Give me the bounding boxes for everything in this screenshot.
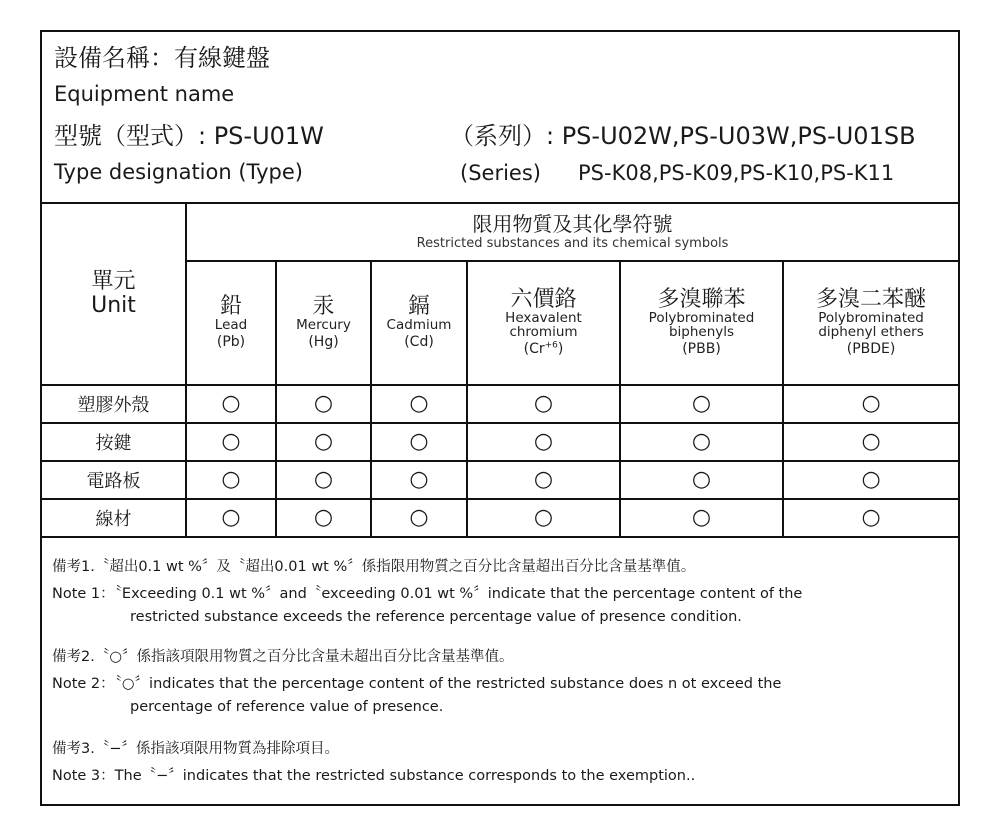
compliance-mark: ○ <box>371 499 467 537</box>
type-designation-zh: 型號（型式）: PS-U01W <box>54 122 324 150</box>
table-row <box>42 385 958 423</box>
note-3-en: Note 3：The〝−〞indicates that the restricted substance corresponds to the exemption.. <box>52 768 696 784</box>
equipment-name-zh: 設備名稱：有線鍵盤 <box>54 44 270 72</box>
compliance-mark: ○ <box>371 423 467 461</box>
compliance-mark: ○ <box>371 461 467 499</box>
table-row <box>42 461 958 499</box>
group-header-zh: 限用物質及其化學符號 <box>472 211 673 236</box>
substance-hexavalent-chromium: 六價鉻 Hexavalent chromium $(Cr^{+6})$ <box>467 261 620 385</box>
note-1-en-line2: restricted substance exceeds the reference percentage value of presence condition. <box>130 609 742 625</box>
rohs-declaration <box>40 30 960 806</box>
substance-lead: 鉛 Lead (Pb) <box>186 261 276 385</box>
compliance-mark: ○ <box>276 385 371 423</box>
compliance-mark: ○ <box>186 385 276 423</box>
unit-header <box>42 203 186 385</box>
compliance-mark: ○ <box>186 461 276 499</box>
series-en-label: (Series) <box>460 161 541 185</box>
substances-group-header <box>186 203 958 261</box>
note-2-en-line1: Note 2：〝○〞indicates that the percentage content of the restricted substance does n ot exceed the <box>52 676 782 692</box>
compliance-mark: ○ <box>783 385 958 423</box>
series-models: PS-K08,PS-K09,PS-K10,PS-K11 <box>578 161 895 185</box>
compliance-mark: ○ <box>620 461 783 499</box>
note-1-zh: 備考1.〝超出0.1 wt %〞及〝超出0.01 wt %〞係指限用物質之百分比含量超出百分比含量基準值。 <box>52 559 696 575</box>
note-3-zh: 備考3.〝−〞係指該項限用物質為排除項目。 <box>52 741 339 757</box>
compliance-mark: ○ <box>186 423 276 461</box>
compliance-mark: ○ <box>467 499 620 537</box>
substance-cadmium: 鎘 Cadmium (Cd) <box>371 261 467 385</box>
compliance-mark: ○ <box>276 423 371 461</box>
compliance-mark: ○ <box>620 423 783 461</box>
compliance-mark: ○ <box>276 461 371 499</box>
row-unit-label: 電路板 <box>42 461 186 499</box>
compliance-mark: ○ <box>467 385 620 423</box>
compliance-mark: ○ <box>783 423 958 461</box>
compliance-mark: ○ <box>783 499 958 537</box>
table-row <box>42 423 958 461</box>
note-1-en-line1: Note 1：〝Exceeding 0.1 wt %〞and〝exceeding 0.01 wt %〞indicate that the percentage content of the <box>52 586 803 602</box>
row-unit-label: 按鍵 <box>42 423 186 461</box>
compliance-mark: ○ <box>186 499 276 537</box>
substance-pbb: 多溴聯苯 Polybrominated biphenyls (PBB) <box>620 261 783 385</box>
compliance-mark: ○ <box>620 385 783 423</box>
compliance-mark: ○ <box>467 423 620 461</box>
equipment-header <box>42 32 958 202</box>
table-row <box>42 499 958 537</box>
unit-header-zh: 單元 <box>91 268 136 294</box>
equipment-name-en: Equipment name <box>54 82 235 106</box>
compliance-mark: ○ <box>620 499 783 537</box>
compliance-mark: ○ <box>371 385 467 423</box>
note-2-zh: 備考2.〝○〞係指該項限用物質之百分比含量未超出百分比含量基準值。 <box>52 649 514 665</box>
compliance-mark: ○ <box>276 499 371 537</box>
substance-mercury: 汞 Mercury (Hg) <box>276 261 371 385</box>
compliance-mark: ○ <box>467 461 620 499</box>
row-unit-label: 線材 <box>42 499 186 537</box>
note-2-en-line2: percentage of reference value of presence. <box>130 699 444 715</box>
substance-pbde: 多溴二苯醚 Polybrominated diphenyl ethers (PBDE) <box>783 261 958 385</box>
type-designation-en: Type designation (Type) <box>54 160 303 184</box>
unit-header-en: Unit <box>91 293 136 318</box>
chromium-symbol: $(Cr^{+6})$ <box>523 340 564 358</box>
restricted-substances-table <box>42 202 958 538</box>
row-unit-label: 塑膠外殼 <box>42 385 186 423</box>
group-header-en: Restricted substances and its chemical symbols <box>416 235 729 251</box>
series-zh: （系列）: PS-U02W,PS-U03W,PS-U01SB <box>450 122 916 150</box>
compliance-mark: ○ <box>783 461 958 499</box>
